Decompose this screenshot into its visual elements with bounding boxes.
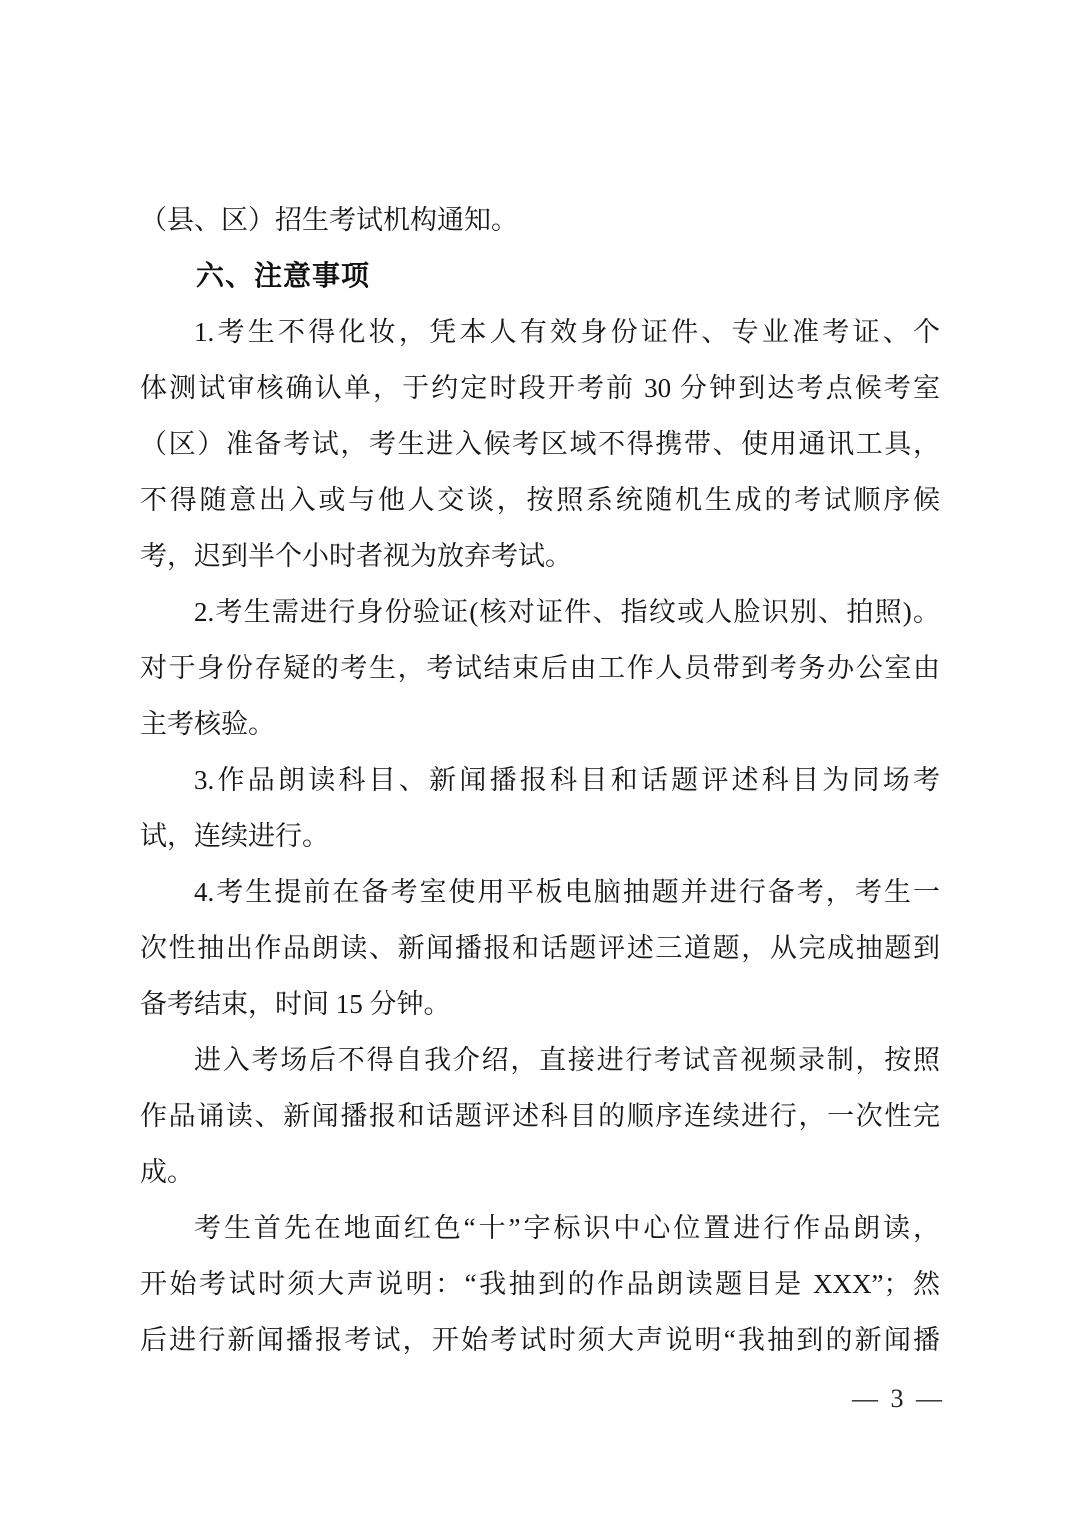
- text-line: （区）准备考试，考生进入候考区域不得携带、使用通讯工具，: [140, 429, 940, 459]
- text-line: 试，连续进行。: [140, 821, 329, 851]
- page-number: — 3 —: [852, 1384, 945, 1413]
- text-line: 体测试审核确认单，于约定时段开考前 30 分钟到达考点候考室: [140, 373, 940, 403]
- text-line: 备考结束，时间 15 分钟。: [140, 989, 451, 1019]
- text-line: 开始考试时须大声说明：“我抽到的作品朗读题目是 XXX”；然: [140, 1269, 940, 1299]
- text-line: 次性抽出作品朗读、新闻播报和话题评述三道题，从完成抽题到: [140, 933, 940, 963]
- text-line: 对于身份存疑的考生，考试结束后由工作人员带到考务办公室由: [140, 653, 940, 683]
- text-line: 考生首先在地面红色“十”字标识中心位置进行作品朗读，: [194, 1213, 940, 1243]
- text-line: 后进行新闻播报考试，开始考试时须大声说明“我抽到的新闻播: [140, 1325, 940, 1355]
- text-line: 作品诵读、新闻播报和话题评述科目的顺序连续进行，一次性完: [140, 1101, 940, 1131]
- text-line: 不得随意出入或与他人交谈，按照系统随机生成的考试顺序候: [140, 485, 940, 515]
- text-line: 2.考生需进行身份验证(核对证件、指纹或人脸识别、拍照)。: [194, 597, 940, 627]
- text-line: 1.考生不得化妆，凭本人有效身份证件、专业准考证、个: [194, 317, 940, 347]
- section-heading: 六、注意事项: [196, 260, 371, 291]
- text-line: 4.考生提前在备考室使用平板电脑抽题并进行备考，考生一: [194, 877, 940, 907]
- text-line: （县、区）招生考试机构通知。: [140, 205, 518, 235]
- text-line: 3.作品朗读科目、新闻播报科目和话题评述科目为同场考: [194, 765, 940, 795]
- text-line: 主考核验。: [140, 709, 275, 739]
- text-line: 成。: [140, 1157, 194, 1187]
- document-body: [140, 192, 940, 1368]
- text-line: 考，迟到半个小时者视为放弃考试。: [140, 541, 572, 571]
- text-line: 进入考场后不得自我介绍，直接进行考试音视频录制，按照: [194, 1045, 940, 1075]
